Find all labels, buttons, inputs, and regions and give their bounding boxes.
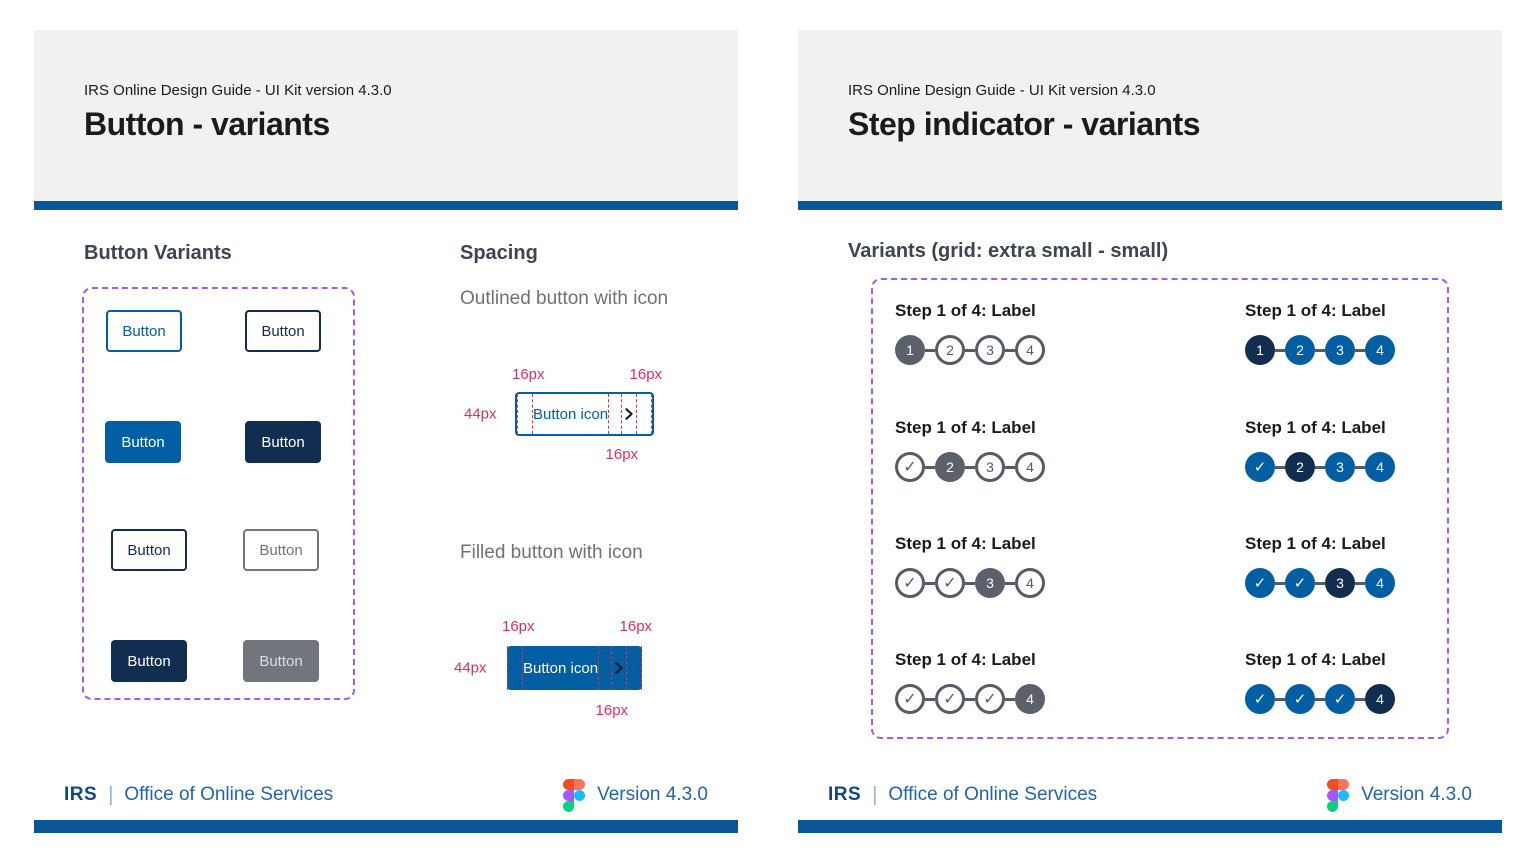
step-connector xyxy=(925,349,935,352)
button-filled-primary[interactable]: Button xyxy=(105,421,181,463)
step-circle-complete[interactable]: ✓ xyxy=(1245,684,1275,714)
step-track xyxy=(895,568,1175,598)
step-connector xyxy=(1005,582,1015,585)
step-circle-complete[interactable]: ✓ xyxy=(895,452,925,482)
step-circle[interactable]: 3 xyxy=(1325,335,1355,365)
chevron-right-icon xyxy=(622,407,636,421)
header-rule xyxy=(34,201,738,210)
step-circle-complete[interactable]: ✓ xyxy=(1325,684,1355,714)
step-circle-complete[interactable]: ✓ xyxy=(895,568,925,598)
step-label: Step 1 of 4: Label xyxy=(895,418,1036,437)
step-circle[interactable]: 3 xyxy=(1325,452,1355,482)
demo-button-label: Button icon xyxy=(523,659,599,677)
step-connector xyxy=(1315,349,1325,352)
outlined-button-caption: Outlined button with icon xyxy=(460,288,669,309)
pad-right-measure-label: 16px xyxy=(619,618,653,635)
step-connector xyxy=(1005,698,1015,701)
step-connector xyxy=(1005,349,1015,352)
outlined-demo-button[interactable] xyxy=(464,366,663,463)
footer-version-group xyxy=(1327,779,1472,812)
step-circle[interactable]: 2 xyxy=(935,335,965,365)
version-label: Version 4.3.0 xyxy=(1361,784,1472,805)
gap-measure-label: 16px xyxy=(605,446,639,463)
figma-logo-icon xyxy=(563,779,585,812)
step-track xyxy=(1245,452,1525,482)
step-label: Step 1 of 4: Label xyxy=(1245,418,1386,437)
pad-right-measure-label: 16px xyxy=(629,366,663,383)
step-track xyxy=(1245,568,1525,598)
step-connector xyxy=(1355,698,1365,701)
step-circle-current[interactable]: 4 xyxy=(1015,684,1045,714)
step-circle-current[interactable]: 2 xyxy=(1285,452,1315,482)
step-circle[interactable]: 4 xyxy=(1365,452,1395,482)
footer-org-label: Office of Online Services xyxy=(888,784,1098,805)
outlined-spacing-diagram xyxy=(464,366,663,463)
button-outline-dark[interactable]: Button xyxy=(245,310,321,352)
step-connector xyxy=(1355,466,1365,469)
step-circle-complete[interactable]: ✓ xyxy=(1245,452,1275,482)
step-label: Step 1 of 4: Label xyxy=(1245,650,1386,669)
button-outline-primary[interactable]: Button xyxy=(106,310,182,352)
step-label: Step 1 of 4: Label xyxy=(895,650,1036,669)
gap-guide xyxy=(598,646,612,690)
step-connector xyxy=(1355,582,1365,585)
button-variants-board xyxy=(82,287,355,700)
step-variants-board xyxy=(871,278,1449,739)
padding-guide xyxy=(507,646,523,690)
figma-logo-icon xyxy=(1327,779,1349,812)
padding-guide xyxy=(626,646,642,690)
step-circle-complete[interactable]: ✓ xyxy=(935,568,965,598)
step-track xyxy=(895,452,1175,482)
step-indicator-gray-4 xyxy=(895,649,1175,714)
gap-measure-label: 16px xyxy=(595,702,629,719)
bottom-bar xyxy=(34,820,738,833)
step-indicator-gray-1 xyxy=(895,300,1175,365)
step-circle[interactable]: 3 xyxy=(975,335,1005,365)
step-connector xyxy=(1315,582,1325,585)
step-connector xyxy=(1275,349,1285,352)
step-connector xyxy=(1275,698,1285,701)
step-connector xyxy=(965,582,975,585)
filled-demo-button[interactable] xyxy=(454,618,653,719)
step-indicator-gray-2 xyxy=(895,417,1175,482)
sheet-footer xyxy=(64,778,708,812)
button-variants-sheet xyxy=(34,30,738,833)
pad-left-measure-label: 16px xyxy=(512,366,545,383)
step-connector xyxy=(1275,582,1285,585)
button-filled-disabled[interactable]: Button xyxy=(243,640,319,682)
step-connector xyxy=(965,466,975,469)
footer-divider: | xyxy=(108,783,114,806)
step-connector xyxy=(925,698,935,701)
step-connector xyxy=(1315,698,1325,701)
step-circle[interactable]: 4 xyxy=(1365,335,1395,365)
step-circle[interactable]: 4 xyxy=(1015,452,1045,482)
step-label: Step 1 of 4: Label xyxy=(895,301,1036,320)
button-filled-dark-alt[interactable]: Button xyxy=(111,640,187,682)
step-indicator-blue-2 xyxy=(1245,417,1525,482)
step-circle-current[interactable]: 1 xyxy=(1245,335,1275,365)
footer-org-label: Office of Online Services xyxy=(124,784,334,805)
step-circle-current[interactable]: 1 xyxy=(895,335,925,365)
height-measure-label: 44px xyxy=(454,659,487,677)
demo-button-label: Button icon xyxy=(533,405,609,423)
step-indicator-blue-1 xyxy=(1245,300,1525,365)
version-label: Version 4.3.0 xyxy=(597,784,708,805)
page-title: Step indicator - variants xyxy=(848,106,1201,142)
step-label: Step 1 of 4: Label xyxy=(1245,534,1386,553)
step-circle-complete[interactable]: ✓ xyxy=(975,684,1005,714)
step-circle[interactable]: 4 xyxy=(1015,335,1045,365)
button-outline-disabled[interactable]: Button xyxy=(243,529,319,571)
step-circle-current[interactable]: 4 xyxy=(1365,684,1395,714)
sheet-footer xyxy=(828,778,1472,812)
step-indicator-sheet xyxy=(798,30,1502,833)
step-circle[interactable]: 3 xyxy=(975,452,1005,482)
step-connector xyxy=(1315,466,1325,469)
sheet-eyebrow: IRS Online Design Guide - UI Kit version 4.3.0 xyxy=(848,82,1156,99)
step-circle[interactable]: 2 xyxy=(1285,335,1315,365)
step-indicator-blue-4 xyxy=(1245,649,1525,714)
step-connector xyxy=(1275,466,1285,469)
step-indicator-gray-3 xyxy=(895,533,1175,598)
gap-guide xyxy=(608,394,622,434)
step-circle-complete[interactable]: ✓ xyxy=(1285,568,1315,598)
step-label: Step 1 of 4: Label xyxy=(895,534,1036,553)
pad-left-measure-label: 16px xyxy=(502,618,535,635)
step-track xyxy=(1245,335,1525,365)
footer-branding xyxy=(64,784,333,807)
step-circle[interactable]: 4 xyxy=(1015,568,1045,598)
sheet-header xyxy=(798,30,1502,201)
step-circle-current[interactable]: 3 xyxy=(975,568,1005,598)
step-circle-current[interactable]: 3 xyxy=(1325,568,1355,598)
footer-branding xyxy=(828,784,1097,807)
padding-guide xyxy=(517,394,533,434)
irs-logo: IRS xyxy=(64,784,98,805)
button-outline-dark-alt[interactable]: Button xyxy=(111,529,187,571)
step-connector xyxy=(965,349,975,352)
filled-spacing-diagram xyxy=(454,618,653,719)
step-circle-complete[interactable]: ✓ xyxy=(895,684,925,714)
filled-button-caption: Filled button with icon xyxy=(460,542,643,563)
step-track xyxy=(1245,684,1525,714)
step-connector xyxy=(925,582,935,585)
step-indicator-blue-3 xyxy=(1245,533,1525,598)
step-circle-complete[interactable]: ✓ xyxy=(935,684,965,714)
step-circle[interactable]: 4 xyxy=(1365,568,1395,598)
step-label: Step 1 of 4: Label xyxy=(1245,301,1386,320)
step-connector xyxy=(965,698,975,701)
step-track xyxy=(895,335,1175,365)
header-rule xyxy=(798,201,1502,210)
button-variants-heading: Button Variants xyxy=(84,242,232,264)
variants-heading: Variants (grid: extra small - small) xyxy=(848,240,1169,262)
irs-logo: IRS xyxy=(828,784,862,805)
page-title: Button - variants xyxy=(84,106,330,142)
step-circle-current[interactable]: 2 xyxy=(935,452,965,482)
chevron-right-icon xyxy=(612,661,626,675)
button-filled-dark[interactable]: Button xyxy=(245,421,321,463)
step-connector xyxy=(1355,349,1365,352)
spacing-heading: Spacing xyxy=(460,242,538,264)
sheet-eyebrow: IRS Online Design Guide - UI Kit version 4.3.0 xyxy=(84,82,392,99)
step-track xyxy=(895,684,1175,714)
step-connector xyxy=(1005,466,1015,469)
step-circle-complete[interactable]: ✓ xyxy=(1285,684,1315,714)
bottom-bar xyxy=(798,820,1502,833)
footer-version-group xyxy=(563,779,708,812)
padding-guide xyxy=(636,394,652,434)
step-connector xyxy=(925,466,935,469)
step-circle-complete[interactable]: ✓ xyxy=(1245,568,1275,598)
height-measure-label: 44px xyxy=(464,405,497,423)
sheet-header xyxy=(34,30,738,201)
footer-divider: | xyxy=(872,783,878,806)
